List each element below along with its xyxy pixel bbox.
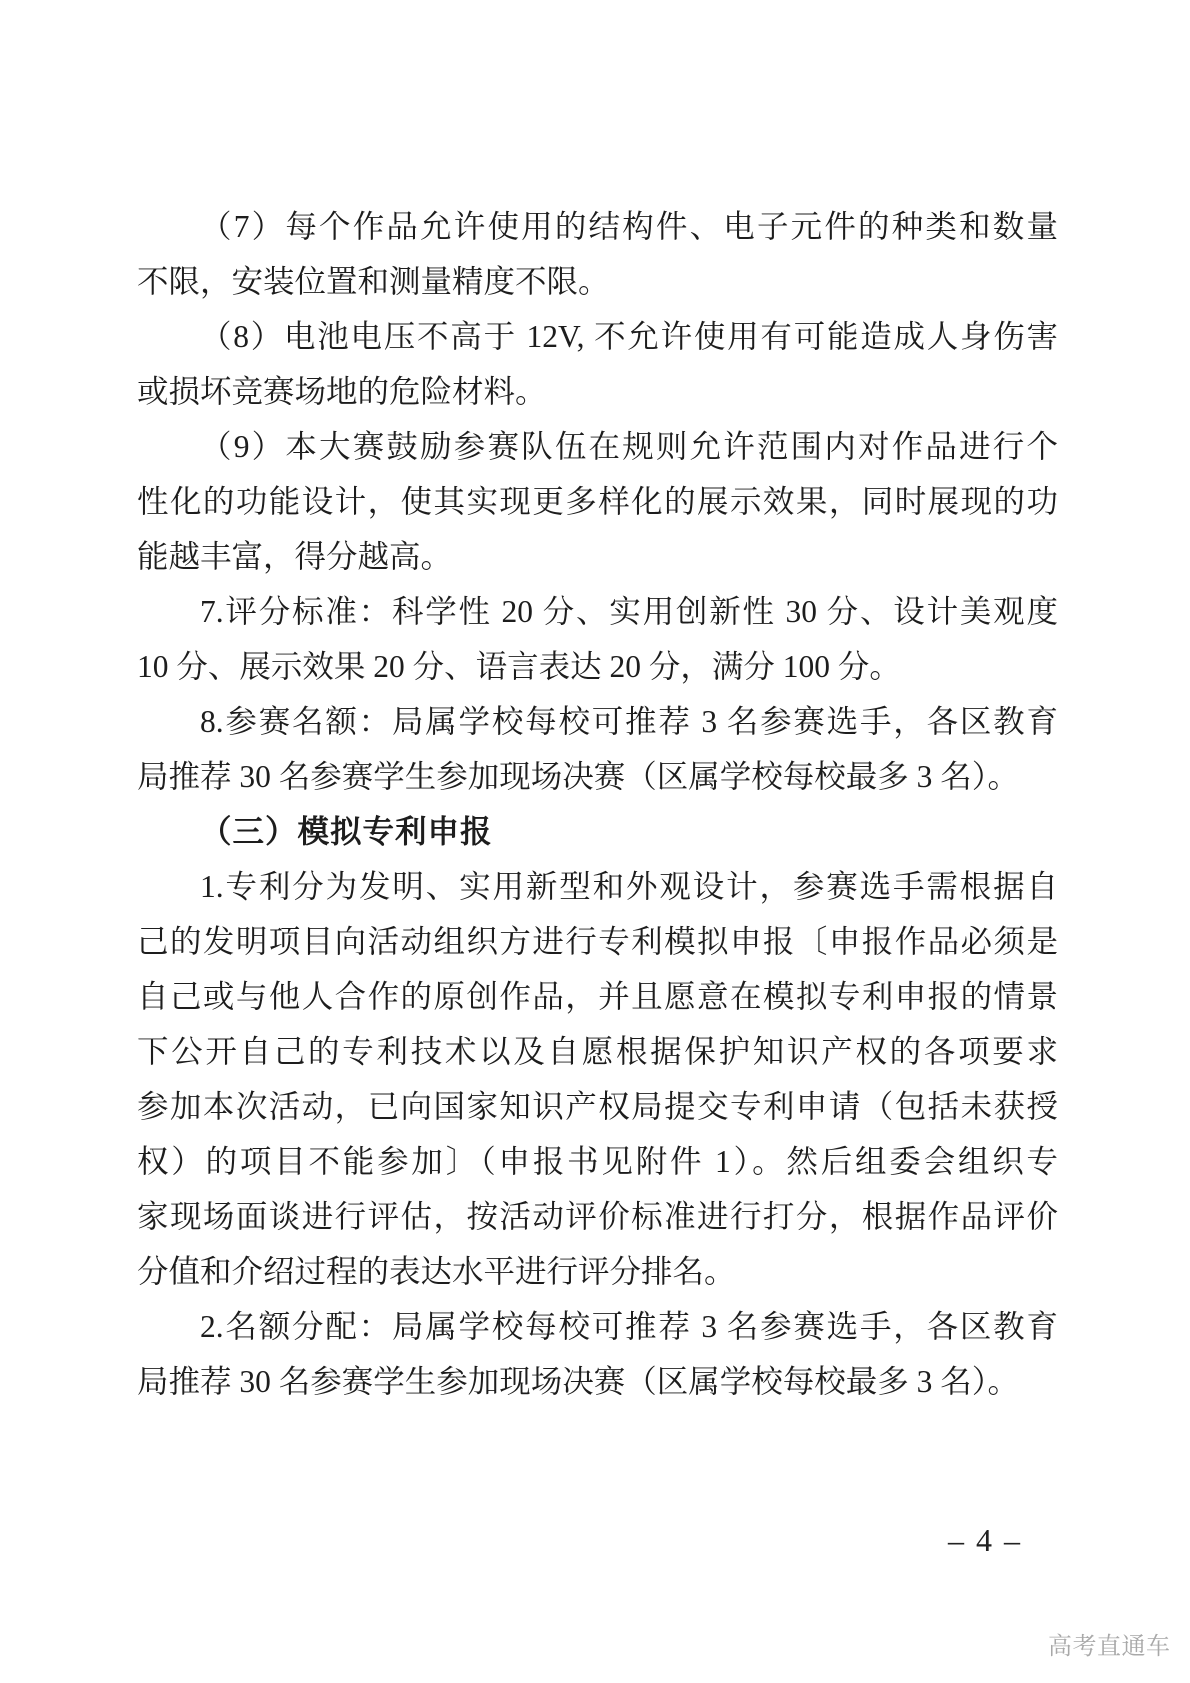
text-line: 己的发明项目向活动组织方进行专利模拟申报〔申报作品必须是 <box>137 924 1058 959</box>
text-line: 局推荐 30 名参赛学生参加现场决赛（区属学校每校最多 3 名）。 <box>137 759 1020 794</box>
text-line: 或损坏竞赛场地的危险材料。 <box>137 374 547 409</box>
text-line: 能越丰富，得分越高。 <box>137 539 453 574</box>
text-line: 10 分、展示效果 20 分、语言表达 20 分，满分 100 分。 <box>137 649 901 684</box>
text-line: 权）的项目不能参加〕（申报书见附件 1）。然后组委会组织专 <box>137 1144 1058 1179</box>
text-line: （7）每个作品允许使用的结构件、电子元件的种类和数量 <box>200 209 1058 244</box>
text-line: 自己或与他人合作的原创作品，并且愿意在模拟专利申报的情景 <box>137 979 1058 1014</box>
text-line: 2.名额分配：局属学校每校可推荐 3 名参赛选手，各区教育 <box>200 1309 1058 1344</box>
text-line: 性化的功能设计，使其实现更多样化的展示效果，同时展现的功 <box>137 484 1058 519</box>
watermark: 高考直通车 <box>1048 1634 1171 1660</box>
text-line: 家现场面谈进行评估，按活动评价标准进行打分，根据作品评价 <box>137 1199 1058 1234</box>
text-line: （8）电池电压不高于 12V, 不允许使用有可能造成人身伤害 <box>200 319 1058 354</box>
text-line: 参加本次活动，已向国家知识产权局提交专利申请（包括未获授 <box>137 1089 1058 1124</box>
text-line: 7.评分标准：科学性 20 分、实用创新性 30 分、设计美观度 <box>200 594 1058 629</box>
text-line: 下公开自己的专利技术以及自愿根据保护知识产权的各项要求 <box>137 1034 1058 1069</box>
text-line: 1.专利分为发明、实用新型和外观设计，参赛选手需根据自 <box>200 869 1058 904</box>
text-line: 不限，安装位置和测量精度不限。 <box>137 264 610 299</box>
document-body <box>137 199 1058 1409</box>
text-line: 局推荐 30 名参赛学生参加现场决赛（区属学校每校最多 3 名）。 <box>137 1364 1020 1399</box>
page-number: – 4 – <box>948 1522 1022 1558</box>
section-heading: （三）模拟专利申报 <box>200 813 493 849</box>
text-line: 8.参赛名额：局属学校每校可推荐 3 名参赛选手，各区教育 <box>200 704 1058 739</box>
text-line: （9）本大赛鼓励参赛队伍在规则允许范围内对作品进行个 <box>200 429 1058 464</box>
text-line: 分值和介绍过程的表达水平进行评分排名。 <box>137 1254 736 1289</box>
